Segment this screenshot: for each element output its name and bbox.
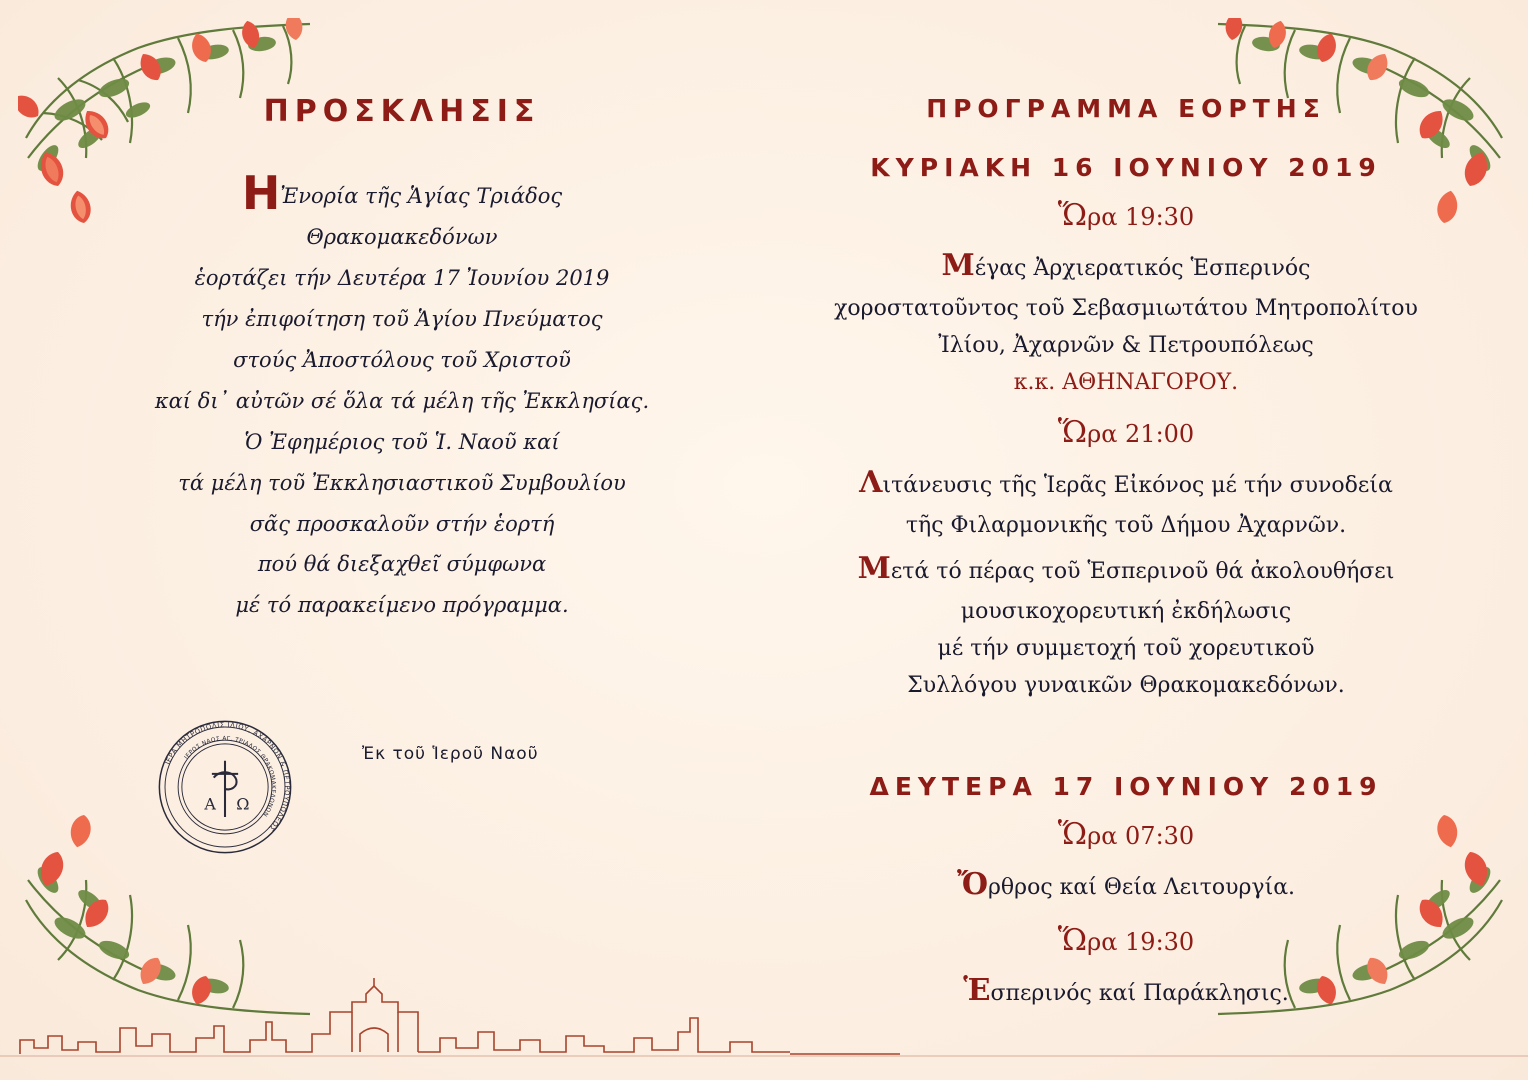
program-event-2-line-3: μουσικοχορευτική ἐκδήλωσις	[960, 599, 1292, 624]
invitation-line-8: σᾶς προσκαλοῦν στήν ἑορτή	[249, 511, 555, 536]
program-event-4-hour-cap: Ὥ	[1057, 923, 1088, 958]
svg-text:ΙΕΡΟΣ ΝΑΟΣ ΑΓ. ΤΡΙΑΔΟΣ ΘΡΑΚΟΜΑ: ΙΕΡΟΣ ΝΑΟΣ ΑΓ. ΤΡΙΑΔΟΣ ΘΡΑΚΟΜΑΚΕΔΟΝΩΝ	[183, 736, 276, 818]
invitation-line-7: τά μέλη τοῦ Ἐκκλησιαστικοῦ Συμβουλίου	[178, 470, 626, 495]
invitation-line-5: καί δι᾿ αὐτῶν σέ ὅλα τά μέλη τῆς Ἐκκλησίας.	[154, 388, 650, 413]
program-event-1-line-0-text: έγας Ἀρχιερατικός Ἑσπερινός	[974, 256, 1311, 281]
program-event-2-line-4: μέ τήν συμμετοχή τοῦ χορευτικοῦ	[937, 636, 1315, 661]
program-event-4	[834, 923, 1418, 1013]
program-event-1	[834, 198, 1418, 399]
program-event-2-line-1: τῆς Φιλαρμονικῆς τοῦ Δήμου Ἀχαρνῶν.	[905, 513, 1347, 538]
svg-text:ΙΕΡΑ ΜΗΤΡΟΠΟΛΙΣ ΙΛΙΟΥ, ΑΧΑΡΝΩΝ: ΙΕΡΑ ΜΗΤΡΟΠΟΛΙΣ ΙΛΙΟΥ, ΑΧΑΡΝΩΝ & ΠΕΤΡΟΥΠΟΛΕΩΣ	[163, 721, 292, 833]
invitation-line-6: Ὁ Ἐφημέριος τοῦ Ἱ. Ναοῦ καί	[244, 429, 560, 454]
program-event-2-line-2-text: ετά τό πέρας τοῦ Ἑσπερινοῦ θά ἀκολουθήσει	[890, 559, 1395, 584]
program-event-1-highlight: κ.κ. ΑΘΗΝΑΓΟΡΟΥ.	[1013, 370, 1239, 395]
church-seal-icon	[150, 712, 300, 862]
invitation-line-9: πού θά διεξαχθεῖ σύμφωνα	[257, 552, 547, 577]
invitation-line-0-text: Ἐνορία τῆς Ἁγίας Τριάδος	[280, 184, 563, 208]
program-event-2-hour-cap: Ὥ	[1057, 415, 1088, 450]
program-event-1-hour-cap: Ὥ	[1057, 198, 1088, 233]
program-event-4-hour	[834, 923, 1418, 958]
invitation-line-0	[110, 166, 694, 220]
program-event-2-capital-2: Μ	[857, 551, 891, 586]
program-event-3-capital: Ὄ	[956, 867, 988, 902]
program-column	[764, 0, 1528, 1080]
program-event-1-line-2: Ἰλίου, Ἀχαρνῶν & Πετρουπόλεως	[938, 333, 1314, 358]
program-event-2-hour-text: ρα 21:00	[1087, 420, 1195, 448]
program-event-2	[834, 415, 1418, 702]
invitation-title: ΠΡΟΣΚΛΗΣΙΣ	[263, 94, 541, 129]
program-event-1-capital: Μ	[941, 248, 975, 283]
program-event-4-line-0	[834, 968, 1418, 1013]
program-event-3-line-0	[834, 862, 1418, 907]
program-event-3-hour-text: ρα 07:30	[1087, 822, 1195, 850]
program-event-1-line-1: χοροστατοῦντος τοῦ Σεβασμιωτάτου Μητροπολίτου	[834, 296, 1418, 321]
program-event-3-hour-cap: Ὥ	[1057, 817, 1088, 852]
program-day-one-heading: ΚΥΡΙΑΚΗ 16 ΙΟΥΝΙΟΥ 2019	[870, 153, 1382, 182]
invitation-line-3: τήν ἐπιφοίτηση τοῦ Ἁγίου Πνεύματος	[201, 306, 603, 331]
program-event-1-line-0	[834, 243, 1418, 288]
program-event-3	[834, 817, 1418, 907]
invitation-body	[110, 166, 694, 626]
program-event-2-line-0-text: ιτάνευσις τῆς Ἱερᾶς Εἰκόνος μέ τήν συνοδεία	[882, 473, 1393, 498]
program-event-2-capital: Λ	[859, 465, 883, 500]
program-event-3-line-0-text: ρθρος καί Θεία Λειτουργία.	[987, 875, 1296, 900]
program-event-2-line-2	[834, 546, 1418, 591]
program-event-3-hour	[834, 817, 1418, 852]
program-event-2-hour	[834, 415, 1418, 450]
program-event-4-capital: Ἑ	[963, 973, 991, 1008]
program-event-4-hour-text: ρα 19:30	[1087, 928, 1195, 956]
signature-text: Ἐκ τοῦ Ἱεροῦ Ναοῦ	[362, 744, 539, 765]
svg-text:Α: Α	[204, 794, 216, 814]
program-event-2-line-5: Συλλόγου γυναικῶν Θρακομακεδόνων.	[907, 673, 1345, 698]
invitation-line-2: ἑορτάζει τήν Δευτέρα 17 Ἰουνίου 2019	[194, 265, 610, 290]
program-day-two-heading: ΔΕΥΤΕΡΑ 17 ΙΟΥΝΙΟΥ 2019	[869, 772, 1383, 801]
invitation-line-10: μέ τό παρακείμενο πρόγραμμα.	[235, 593, 569, 618]
seal-signature-row	[110, 712, 694, 862]
program-event-1-hour	[834, 198, 1418, 233]
program-event-1-hour-text: ρα 19:30	[1087, 203, 1195, 231]
program-title: ΠΡΟΓΡΑΜΜΑ ΕΟΡΤΗΣ	[926, 94, 1326, 123]
program-event-4-line-0-text: σπερινός καί Παράκλησις.	[990, 981, 1289, 1006]
svg-text:Ω: Ω	[236, 794, 250, 814]
drop-cap: Η	[241, 166, 281, 220]
invitation-line-1: Θρακομακεδόνων	[306, 224, 498, 249]
program-event-2-line-0	[834, 460, 1418, 505]
invitation-line-4: στούς Ἀποστόλους τοῦ Χριστοῦ	[233, 347, 571, 372]
